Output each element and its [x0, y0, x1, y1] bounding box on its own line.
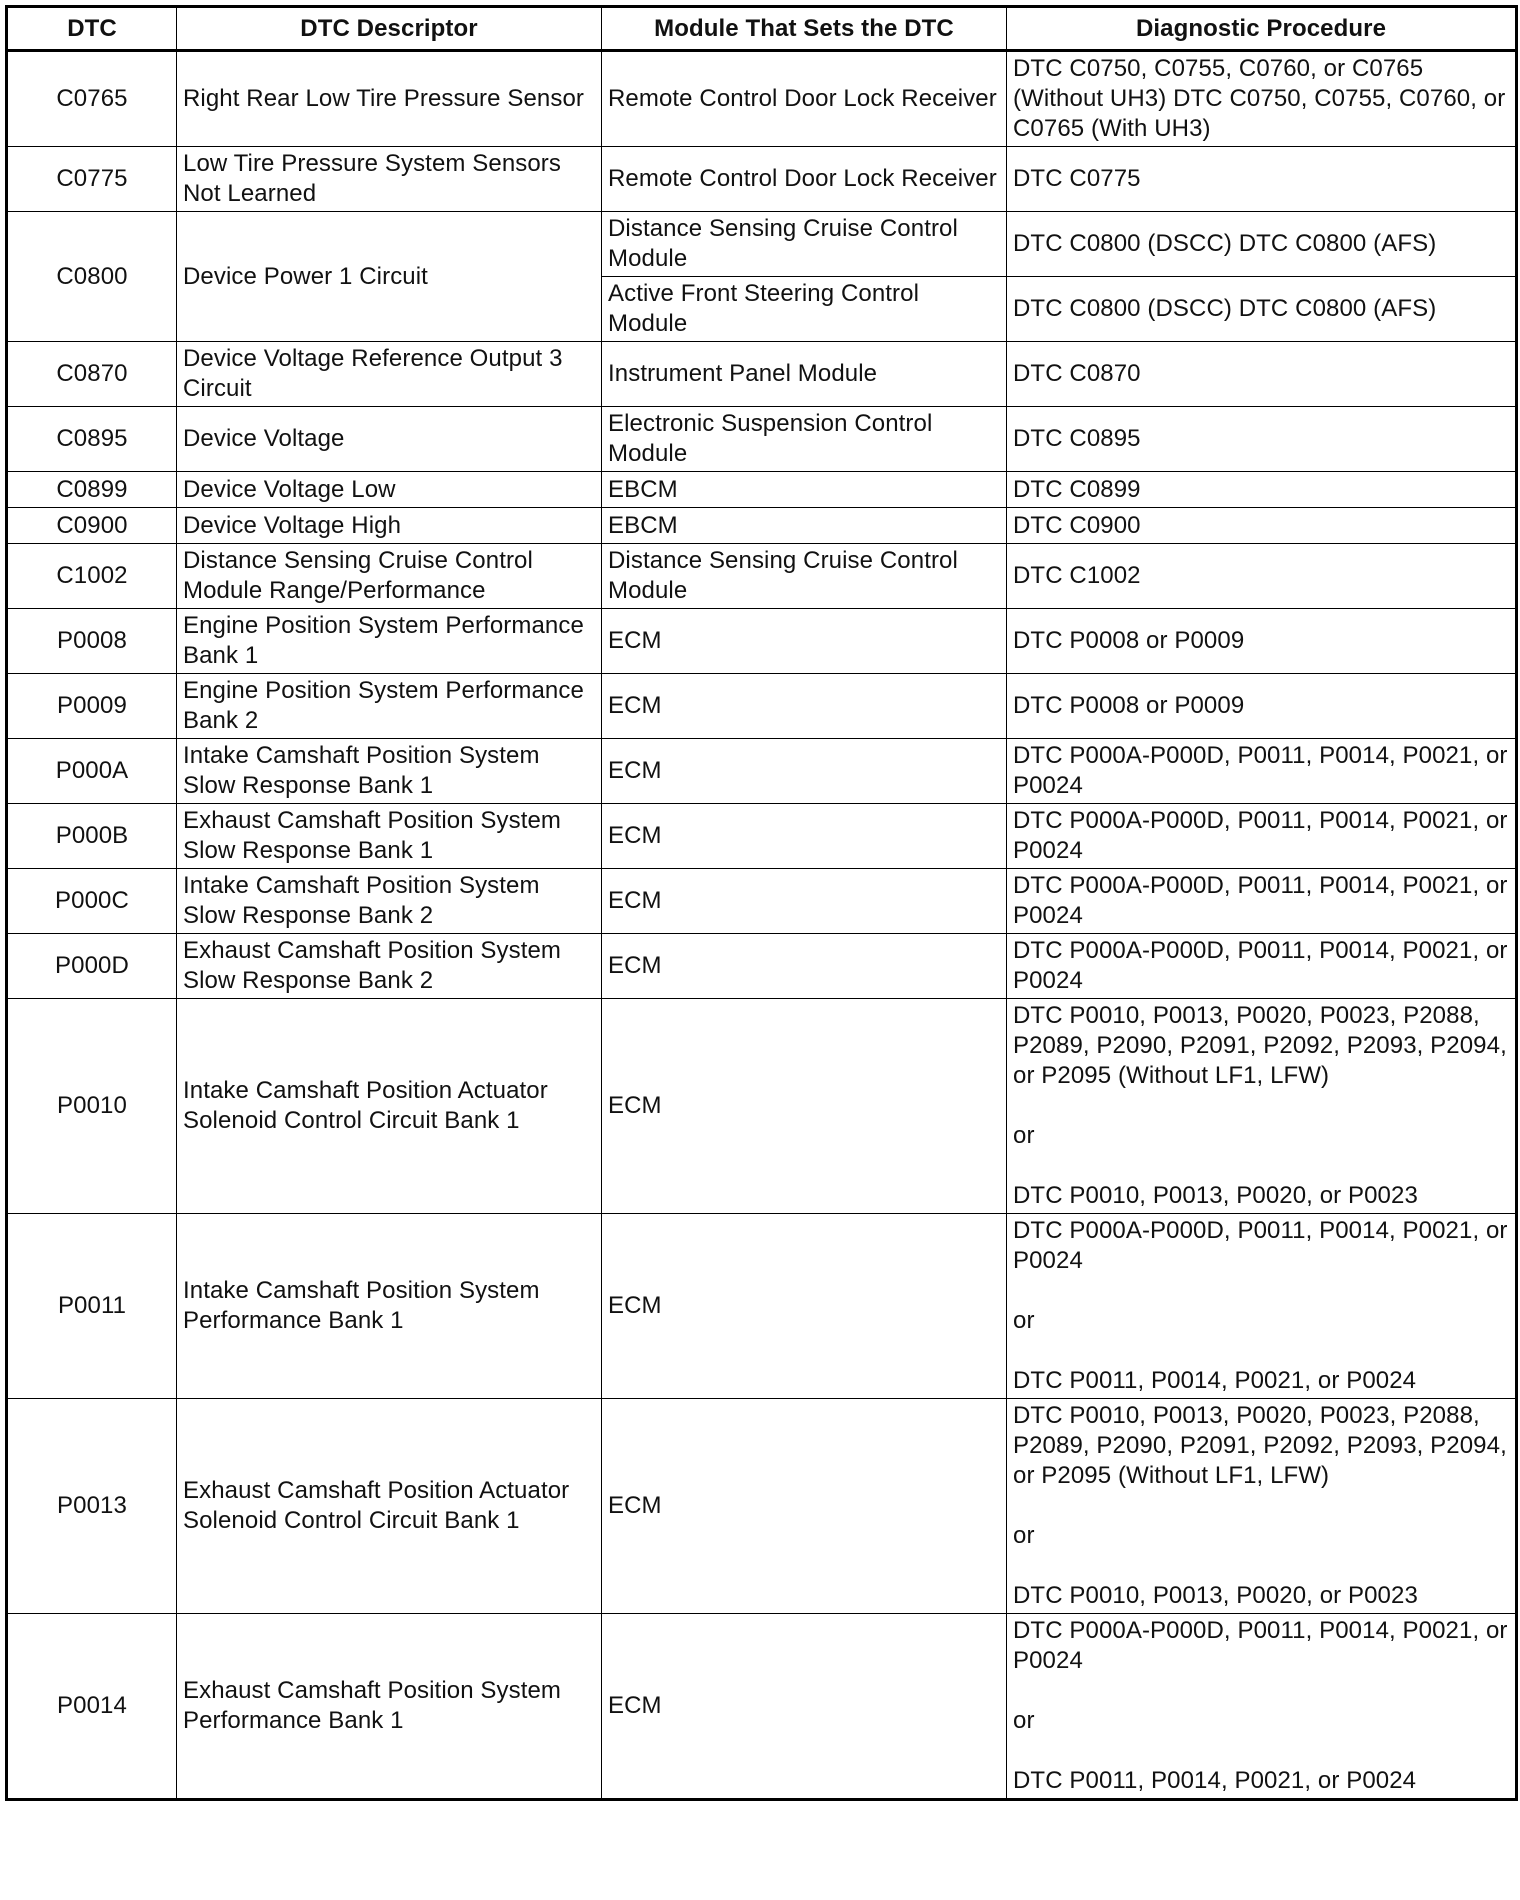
dtc-procedure: DTC P0010, P0013, P0020, P0023, P2088, P2089, P2090, P2091, P2092, P2093, P2094, or P2095 (Without LF1, LFW) or DTC P0010, P0013, P0020, or P0023	[1007, 1399, 1517, 1614]
dtc-descriptor: Device Power 1 Circuit	[177, 212, 602, 342]
dtc-code: P0008	[7, 609, 177, 674]
table-row	[7, 544, 1517, 609]
header-dtc: DTC	[7, 7, 177, 51]
dtc-descriptor: Right Rear Low Tire Pressure Sensor	[177, 51, 602, 147]
table-row	[7, 999, 1517, 1214]
dtc-descriptor: Intake Camshaft Position System Slow Response Bank 2	[177, 869, 602, 934]
dtc-code: C0870	[7, 342, 177, 407]
table-row	[7, 212, 1517, 277]
dtc-code: P0011	[7, 1214, 177, 1399]
dtc-module: ECM	[602, 934, 1007, 999]
dtc-code: C0900	[7, 508, 177, 544]
dtc-module: Active Front Steering Control Module	[602, 277, 1007, 342]
dtc-code: P0009	[7, 674, 177, 739]
dtc-module: ECM	[602, 1614, 1007, 1800]
table-row	[7, 869, 1517, 934]
dtc-procedure: DTC P000A-P000D, P0011, P0014, P0021, or P0024	[1007, 934, 1517, 999]
dtc-code: P000B	[7, 804, 177, 869]
dtc-descriptor: Engine Position System Performance Bank 2	[177, 674, 602, 739]
dtc-procedure: DTC C0775	[1007, 147, 1517, 212]
dtc-descriptor: Engine Position System Performance Bank 1	[177, 609, 602, 674]
dtc-procedure: DTC P0008 or P0009	[1007, 609, 1517, 674]
dtc-descriptor: Intake Camshaft Position System Performance Bank 1	[177, 1214, 602, 1399]
dtc-descriptor: Intake Camshaft Position Actuator Solenoid Control Circuit Bank 1	[177, 999, 602, 1214]
dtc-module: ECM	[602, 1214, 1007, 1399]
dtc-procedure: DTC C0900	[1007, 508, 1517, 544]
table-row	[7, 934, 1517, 999]
table-row	[7, 1214, 1517, 1399]
dtc-descriptor: Low Tire Pressure System Sensors Not Learned	[177, 147, 602, 212]
dtc-procedure: DTC P000A-P000D, P0011, P0014, P0021, or P0024 or DTC P0011, P0014, P0021, or P0024	[1007, 1614, 1517, 1800]
dtc-module: Distance Sensing Cruise Control Module	[602, 544, 1007, 609]
dtc-procedure: DTC C0895	[1007, 407, 1517, 472]
table-row	[7, 147, 1517, 212]
dtc-descriptor: Exhaust Camshaft Position System Slow Response Bank 1	[177, 804, 602, 869]
dtc-descriptor: Intake Camshaft Position System Slow Response Bank 1	[177, 739, 602, 804]
dtc-code: C0899	[7, 472, 177, 508]
dtc-module: Remote Control Door Lock Receiver	[602, 51, 1007, 147]
dtc-descriptor: Device Voltage Low	[177, 472, 602, 508]
dtc-descriptor: Device Voltage High	[177, 508, 602, 544]
dtc-code: C0765	[7, 51, 177, 147]
dtc-procedure: DTC P000A-P000D, P0011, P0014, P0021, or P0024	[1007, 869, 1517, 934]
dtc-code: C0775	[7, 147, 177, 212]
dtc-procedure: DTC C0870	[1007, 342, 1517, 407]
dtc-code: P000C	[7, 869, 177, 934]
dtc-code: P0013	[7, 1399, 177, 1614]
dtc-module: Electronic Suspension Control Module	[602, 407, 1007, 472]
dtc-module: ECM	[602, 609, 1007, 674]
dtc-module: ECM	[602, 739, 1007, 804]
dtc-procedure: DTC P000A-P000D, P0011, P0014, P0021, or P0024	[1007, 804, 1517, 869]
dtc-module: Distance Sensing Cruise Control Module	[602, 212, 1007, 277]
table-row	[7, 508, 1517, 544]
table-row	[7, 674, 1517, 739]
dtc-module: EBCM	[602, 472, 1007, 508]
dtc-module: Remote Control Door Lock Receiver	[602, 147, 1007, 212]
header-procedure: Diagnostic Procedure	[1007, 7, 1517, 51]
dtc-descriptor: Exhaust Camshaft Position System Slow Response Bank 2	[177, 934, 602, 999]
dtc-descriptor: Device Voltage	[177, 407, 602, 472]
dtc-procedure: DTC C0899	[1007, 472, 1517, 508]
table-row	[7, 1399, 1517, 1614]
dtc-descriptor: Exhaust Camshaft Position System Performance Bank 1	[177, 1614, 602, 1800]
dtc-procedure: DTC C0800 (DSCC) DTC C0800 (AFS)	[1007, 212, 1517, 277]
dtc-procedure: DTC C0800 (DSCC) DTC C0800 (AFS)	[1007, 277, 1517, 342]
dtc-procedure: DTC C0750, C0755, C0760, or C0765 (Without UH3) DTC C0750, C0755, C0760, or C0765 (With UH3)	[1007, 51, 1517, 147]
dtc-code: C0895	[7, 407, 177, 472]
table-row	[7, 739, 1517, 804]
dtc-module: ECM	[602, 869, 1007, 934]
table-row	[7, 804, 1517, 869]
dtc-procedure: DTC P0008 or P0009	[1007, 674, 1517, 739]
dtc-module: EBCM	[602, 508, 1007, 544]
table-row	[7, 51, 1517, 147]
dtc-procedure: DTC C1002	[1007, 544, 1517, 609]
dtc-code: P000A	[7, 739, 177, 804]
dtc-module: ECM	[602, 1399, 1007, 1614]
dtc-descriptor: Exhaust Camshaft Position Actuator Solenoid Control Circuit Bank 1	[177, 1399, 602, 1614]
table-row	[7, 472, 1517, 508]
dtc-module: ECM	[602, 674, 1007, 739]
dtc-code: C1002	[7, 544, 177, 609]
table-row	[7, 342, 1517, 407]
dtc-module: Instrument Panel Module	[602, 342, 1007, 407]
table-row	[7, 1614, 1517, 1800]
header-descriptor: DTC Descriptor	[177, 7, 602, 51]
dtc-module: ECM	[602, 804, 1007, 869]
header-row	[7, 7, 1517, 51]
dtc-code: P000D	[7, 934, 177, 999]
dtc-code: C0800	[7, 212, 177, 342]
dtc-procedure: DTC P000A-P000D, P0011, P0014, P0021, or P0024	[1007, 739, 1517, 804]
table-row	[7, 407, 1517, 472]
dtc-procedure: DTC P0010, P0013, P0020, P0023, P2088, P2089, P2090, P2091, P2092, P2093, P2094, or P2095 (Without LF1, LFW) or DTC P0010, P0013, P0020, or P0023	[1007, 999, 1517, 1214]
dtc-descriptor: Device Voltage Reference Output 3 Circuit	[177, 342, 602, 407]
dtc-table	[5, 5, 1518, 1801]
header-module: Module That Sets the DTC	[602, 7, 1007, 51]
dtc-code: P0014	[7, 1614, 177, 1800]
table-row	[7, 609, 1517, 674]
dtc-descriptor: Distance Sensing Cruise Control Module Range/Performance	[177, 544, 602, 609]
dtc-code: P0010	[7, 999, 177, 1214]
dtc-procedure: DTC P000A-P000D, P0011, P0014, P0021, or P0024 or DTC P0011, P0014, P0021, or P0024	[1007, 1214, 1517, 1399]
dtc-module: ECM	[602, 999, 1007, 1214]
